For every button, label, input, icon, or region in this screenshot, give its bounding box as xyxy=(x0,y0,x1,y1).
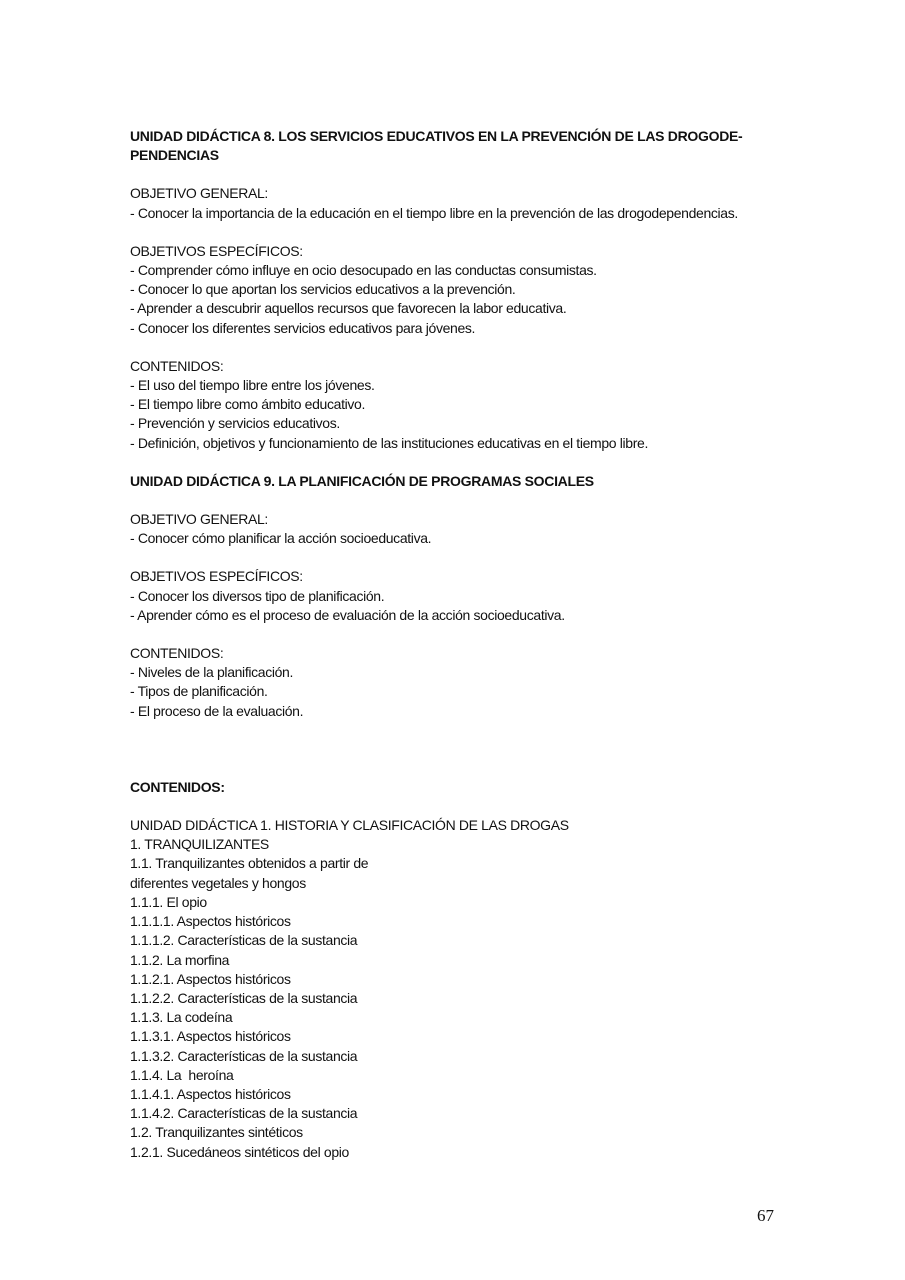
unit9-specific-item: - Aprender cómo es el proceso de evaluación de la acción socioeducativa. xyxy=(130,606,565,623)
unit8-contents-heading: CONTENIDOS: xyxy=(130,357,224,374)
contents-line: 1.1. Tranquilizantes obtenidos a partir de xyxy=(130,855,369,872)
unit8-contents-item: - El uso del tiempo libre entre los jóvenes. xyxy=(130,377,375,394)
page-number: 67 xyxy=(757,1206,774,1225)
unit9-specific-item: - Conocer los diversos tipo de planificación. xyxy=(130,587,385,604)
contents-line: 1. TRANQUILIZANTES xyxy=(130,836,269,853)
contents-line: 1.2. Tranquilizantes sintéticos xyxy=(130,1124,303,1141)
contents-heading: CONTENIDOS: xyxy=(130,778,225,795)
contents-line: 1.1.2.2. Características de la sustancia xyxy=(130,989,358,1006)
contents-line: diferentes vegetales y hongos xyxy=(130,874,306,891)
unit8-specific-heading: OBJETIVOS ESPECÍFICOS: xyxy=(130,242,303,259)
contents-line: 1.1.3. La codeína xyxy=(130,1009,233,1026)
document-page xyxy=(130,127,770,1162)
contents-line: 1.1.4. La heroína xyxy=(130,1066,234,1083)
contents-line: 1.1.1. El opio xyxy=(130,893,207,910)
unit8-title-line2: PENDENCIAS xyxy=(130,147,219,164)
contents-line: 1.2.1. Sucedáneos sintéticos del opio xyxy=(130,1143,349,1160)
contents-line: 1.1.4.1. Aspectos históricos xyxy=(130,1085,291,1102)
unit9-contents-heading: CONTENIDOS: xyxy=(130,645,224,662)
unit9-title: UNIDAD DIDÁCTICA 9. LA PLANIFICACIÓN DE PROGRAMAS SOCIALES xyxy=(130,472,594,489)
contents-line: 1.1.1.1. Aspectos históricos xyxy=(130,913,291,930)
unit8-general-item: - Conocer la importancia de la educación en el tiempo libre en la prevención de las drogodependencias. xyxy=(130,204,738,221)
unit9-contents-item: - Tipos de planificación. xyxy=(130,683,268,700)
unit8-specific-item: - Conocer los diferentes servicios educativos para jóvenes. xyxy=(130,319,476,336)
unit9-contents-item: - El proceso de la evaluación. xyxy=(130,702,304,719)
unit9-general-item: - Conocer cómo planificar la acción socioeducativa. xyxy=(130,530,432,547)
contents-line: 1.1.4.2. Características de la sustancia xyxy=(130,1105,358,1122)
contents-line: 1.1.2.1. Aspectos históricos xyxy=(130,970,291,987)
contents-line: 1.1.1.2. Características de la sustancia xyxy=(130,932,358,949)
unit9-specific-heading: OBJETIVOS ESPECÍFICOS: xyxy=(130,568,303,585)
contents-line: 1.1.3.1. Aspectos históricos xyxy=(130,1028,291,1045)
unit8-specific-item: - Comprender cómo influye en ocio desocupado en las conductas consumistas. xyxy=(130,262,597,279)
contents-line: UNIDAD DIDÁCTICA 1. HISTORIA Y CLASIFICACIÓN DE LAS DROGAS xyxy=(130,817,569,834)
unit9-general-heading: OBJETIVO GENERAL: xyxy=(130,511,268,528)
contents-list xyxy=(130,816,770,1162)
unit8-specific-item: - Aprender a descubrir aquellos recursos que favorecen la labor educativa. xyxy=(130,300,567,317)
unit8-specific-item: - Conocer lo que aportan los servicios educativos a la prevención. xyxy=(130,281,516,298)
unit8-title-line1: UNIDAD DIDÁCTICA 8. LOS SERVICIOS EDUCATIVOS EN LA PREVENCIÓN DE LAS DROGODE- xyxy=(130,128,743,144)
unit8-general-heading: OBJETIVO GENERAL: xyxy=(130,185,268,202)
contents-line: 1.1.3.2. Características de la sustancia xyxy=(130,1047,358,1064)
unit8-contents-item: - Prevención y servicios educativos. xyxy=(130,415,340,432)
unit8-contents-item: - El tiempo libre como ámbito educativo. xyxy=(130,396,365,413)
unit8-contents-item: - Definición, objetivos y funcionamiento de las instituciones educativas en el tiempo libre. xyxy=(130,434,648,451)
contents-line: 1.1.2. La morfina xyxy=(130,951,230,968)
unit9-contents-item: - Niveles de la planificación. xyxy=(130,664,294,681)
